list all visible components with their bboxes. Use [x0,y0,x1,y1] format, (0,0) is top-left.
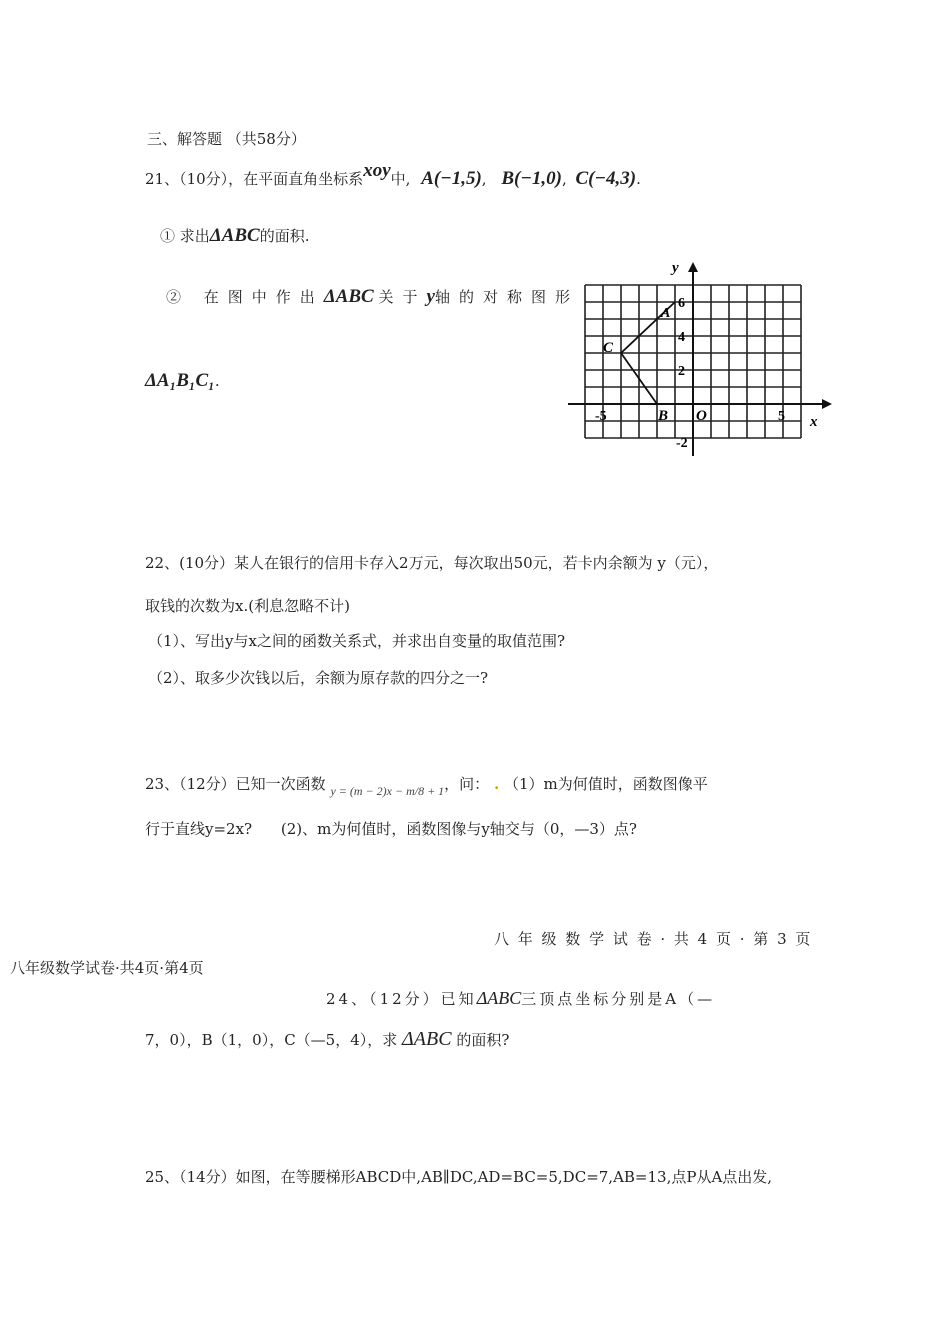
q23-suffix: ，问： [444,775,490,793]
section-title: 三、解答题 （共58分） [147,130,306,148]
q21-part1 [160,225,310,247]
q21-part2 [166,286,579,308]
q24-triangle-b: ΔABC [402,1028,452,1050]
q21-mid: 中, [390,170,411,188]
coordinate-graph [560,258,835,463]
y-axis-arrow-icon [688,262,698,272]
q21-part1-post: 的面积. [259,227,310,245]
axes [568,266,822,456]
q23-part1: （1）m为何值时，函数图像平 [503,775,708,793]
q21-triangle-b: ΔABC [323,286,374,307]
q23-prefix: 23、（12分）已知一次函数 [145,775,326,793]
q24-line2-post: 的面积? [456,1031,510,1049]
tick-y-neg2: -2 [676,436,688,451]
tick-y-2: 2 [678,364,685,379]
q22-part1: （1）、写出y与x之间的函数关系式，并求出自变量的取值范围? [148,632,566,650]
tick-y-6: 6 [678,296,685,311]
q21-prefix: 21、（10分），在平面直角坐标系 [145,170,364,188]
q21-triangle-reflected: ΔA₁B₁C₁ [145,370,215,391]
label-o: O [696,408,707,424]
q24-line1 [326,988,715,1009]
label-c: C [603,340,614,356]
q22-part2: （2）、取多少次钱以后，余额为原存款的四分之一? [148,669,489,687]
y-axis-label: y [672,260,679,276]
q22-line1: 22、(10分）某人在银行的信用卡存入2万元，每次取出50元，若卡内余额为 y（元）， [145,554,719,572]
x-axis-arrow-icon [822,399,832,409]
q21-statement [145,160,641,190]
page-header: 八年级数学试卷·共4页·第4页 [10,959,204,977]
q21-point-b: B(−1,0) [501,168,562,189]
q21-point-c: C(−4,3) [575,168,637,189]
q21-end: . [636,170,641,188]
q21-axis-y: y [426,286,435,307]
label-a: A [661,306,671,321]
label-b: B [658,408,669,424]
q24-triangle: ΔABC [476,988,522,1008]
q22-line2: 取钱的次数为x.(利息忽略不计) [145,597,350,615]
q21-part2-tail [145,370,220,392]
q21-sep2: , [561,170,567,188]
q23-line1: 23、（12分）已知一次函数 $_{y = (m - 2)x - m/8 + 1}$，问： . （1）m为何值时，函数图像平 [145,775,708,798]
q21-coordinate-system: xoy [363,160,391,181]
q23-formula: y = (m − 2)x − m/8 + 1 [330,784,445,798]
q21-point-a: A(−1,5) [421,168,482,189]
q21-part2-post: 轴的对称图形 [434,288,579,306]
q24-pre: 24、（12分）已知 [326,990,477,1008]
tick-y-4: 4 [678,330,685,345]
q21-part2-mid: 关于 [378,288,427,306]
q23-line2a: 行于直线y=2x? [145,820,253,838]
q21-part2-pre: ② 在图中作出 [166,288,324,306]
q21-triangle: ΔABC [209,225,260,246]
q21-part2-end: . [214,372,220,390]
q23-part2: (2)、m为何值时，函数图像与y轴交与（0，—3）点? [280,820,637,838]
q23-line2 [145,818,637,839]
page-footer: 八 年 级 数 学 试 卷 · 共 4 页 · 第 3 页 [494,930,813,948]
q24-post: 三顶点坐标分别是A（— [521,990,716,1008]
x-axis-label: x [810,414,818,430]
q24-line2 [145,1028,509,1051]
q21-sep1: , [481,170,487,188]
tick-x-5: 5 [778,409,785,424]
q25-line1: 25、（14分）如图，在等腰梯形ABCD中,AB∥DC,AD=BC=5,DC=7,AB=13,点P从A点出发, [145,1168,773,1186]
q21-part1-pre: ① 求出 [160,227,210,245]
q24-line2-pre: 7，0），B（1，0），C（—5，4），求 [145,1031,398,1049]
tick-x-neg5: -5 [595,409,607,424]
